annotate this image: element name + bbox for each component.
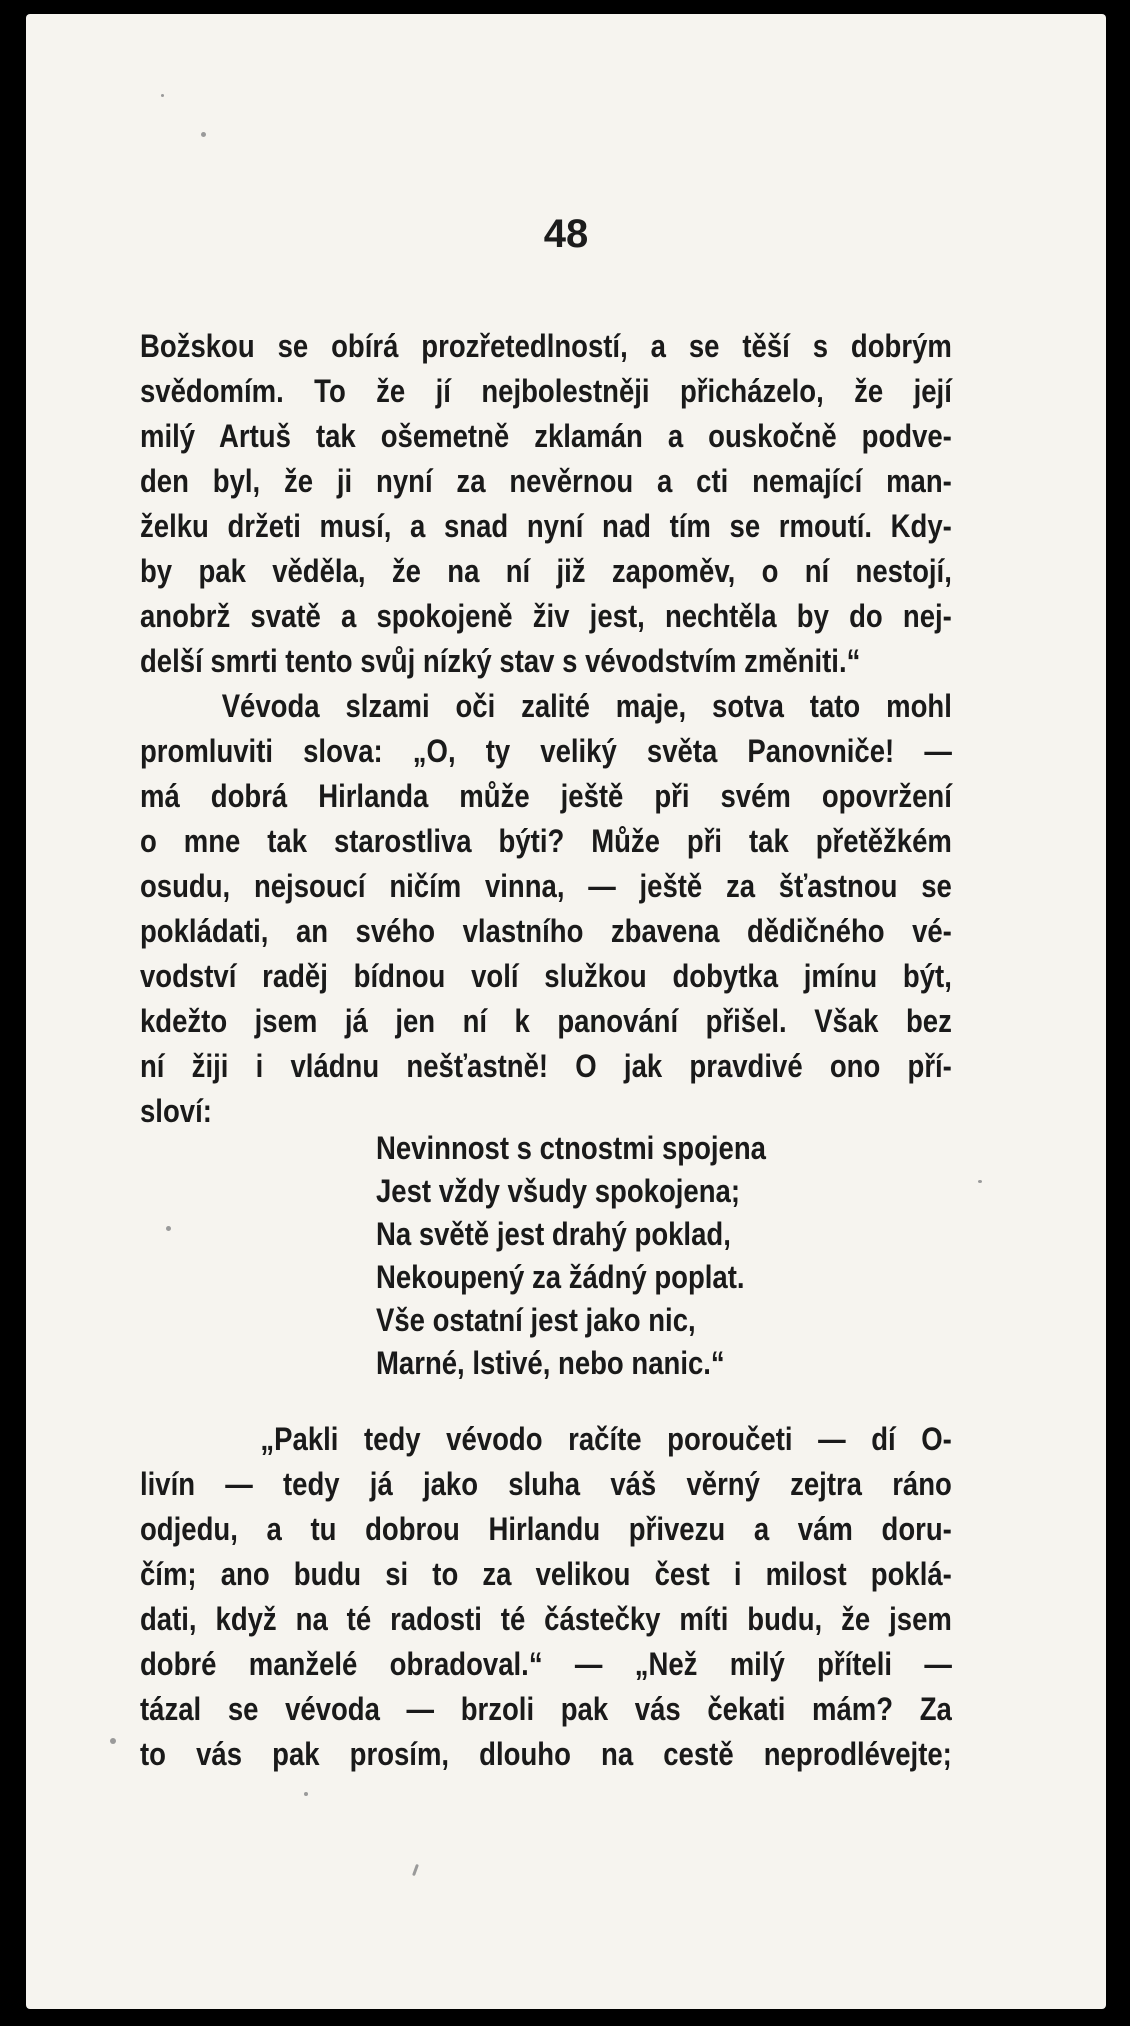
dust-speck <box>304 1792 308 1796</box>
text-line: to vás pak prosím, dlouho na cestě neprodlévejte; <box>140 1736 952 1772</box>
verse-line: Nevinnost s ctnostmi spojena <box>376 1130 766 1166</box>
verse-line: Na světě jest drahý poklad, <box>376 1216 731 1252</box>
dust-speck <box>978 1180 982 1183</box>
text-line: milý Artuš tak ošemetně zklamán a ouskočně podve- <box>140 418 952 454</box>
text-line: želku držeti musí, a snad nyní nad tím se rmoutí. Kdy- <box>140 508 952 544</box>
text-line: tázal se vévoda — brzoli pak vás čekati mám? Za <box>140 1691 952 1727</box>
main-text <box>140 324 952 1134</box>
text-line: den byl, že ji nyní za nevěrnou a cti nemající man- <box>140 463 952 499</box>
text-line: ní žiji i vládnu nešťastně! O jak pravdivé ono pří- <box>140 1048 952 1084</box>
verse-line: Vše ostatní jest jako nic, <box>376 1302 696 1338</box>
dust-speck <box>110 1738 116 1744</box>
verse-line: Jest vždy všudy spokojena; <box>376 1173 741 1209</box>
text-line: sloví: <box>140 1093 212 1129</box>
text-line: svědomím. To že jí nejbolestněji přicházelo, že její <box>140 373 952 409</box>
text-line: „Pakli tedy vévodo račíte poroučeti — dí O- <box>260 1421 952 1457</box>
dust-speck <box>166 1226 171 1231</box>
book-page <box>26 14 1106 2009</box>
text-line: kdežto jsem já jen ní k panování přišel. Však bez <box>140 1003 952 1039</box>
text-line: o mne tak starostliva býti? Může při tak přetěžkém <box>140 823 952 859</box>
text-line: Božskou se obírá prozřetedlností, a se těší s dobrým <box>140 328 952 364</box>
dust-speck <box>201 132 206 137</box>
dust-speck <box>161 94 164 97</box>
text-line: vodství raděj bídnou volí služkou dobytka jmínu být, <box>140 958 952 994</box>
text-line: delší smrti tento svůj nízký stav s vévodstvím změniti.“ <box>140 643 861 679</box>
text-line: Vévoda slzami oči zalité maje, sotva tato mohl <box>221 688 952 724</box>
text-line: promluviti slova: „O, ty veliký světa Panovniče! — <box>140 733 952 769</box>
text-line: osudu, nejsoucí ničím vinna, — ještě za šťastnou se <box>140 868 952 904</box>
verse-line: Nekoupený za žádný poplat. <box>376 1259 745 1295</box>
dust-speck <box>412 1864 419 1876</box>
text-line: livín — tedy já jako sluha váš věrný zejtra ráno <box>140 1466 952 1502</box>
verse-block <box>376 1127 766 1385</box>
main-text-continued <box>140 1417 952 1777</box>
text-line: čím; ano budu si to za velikou čest i milost poklá- <box>140 1556 952 1592</box>
text-line: pokládati, an svého vlastního zbavena dědičného vé- <box>140 913 952 949</box>
text-line: má dobrá Hirlanda může ještě při svém opovržení <box>140 778 952 814</box>
text-line: anobrž svatě a spokojeně živ jest, nechtěla by do nej- <box>140 598 952 634</box>
text-line: by pak věděla, že na ní již zapoměv, o ní nestojí, <box>140 553 952 589</box>
verse-line: Marné, lstivé, nebo nanic.“ <box>376 1345 725 1381</box>
text-line: dobré manželé obradoval.“ — „Než milý příteli — <box>140 1646 952 1682</box>
text-line: odjedu, a tu dobrou Hirlandu přivezu a vám doru- <box>140 1511 952 1547</box>
text-line: dati, když na té radosti té částečky míti budu, že jsem <box>140 1601 952 1637</box>
page-number: 48 <box>543 212 589 256</box>
